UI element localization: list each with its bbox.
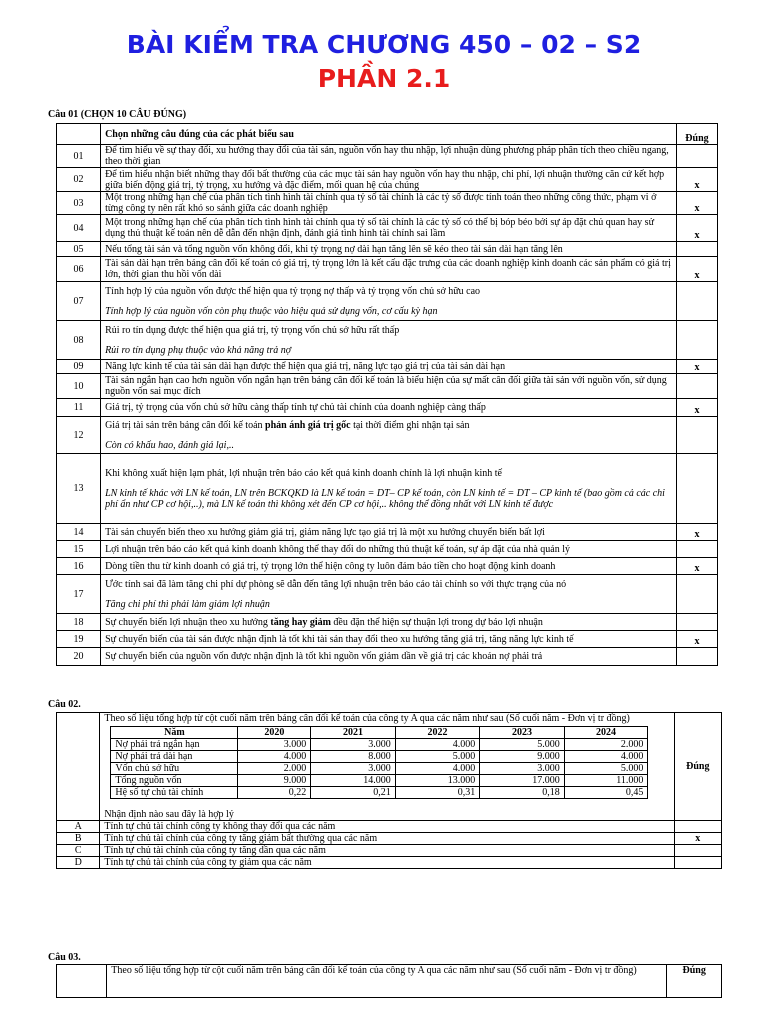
row-number: 10 bbox=[57, 374, 101, 399]
row-number: 09 bbox=[57, 360, 101, 374]
statement-text: Dòng tiền thu từ kinh doanh có giá trị, tỷ trọng lớn thể hiện công ty luôn đảm bảo tiền cho hoạt động kinh doanh bbox=[101, 558, 677, 575]
row-number: 08 bbox=[57, 321, 101, 360]
statement-text: Năng lực kinh tế của tài sản dài hạn được thể hiện qua giá trị, năng lực tạo giá trị của tài sản dài hạn bbox=[101, 360, 677, 374]
statement-cell bbox=[101, 575, 677, 614]
statement-text: Một trong những hạn chế của phân tích tình hình tài chính qua tỷ số tài chính là các tỷ số có thể bị bóp béo bởi sự áp đặt chủ quan hay sử dụng thủ thuật kế toán nên dễ dẫn đến nhận định, đánh giá tình hình tài chính sai lầm bbox=[101, 215, 677, 242]
cell-value: 0,22 bbox=[238, 787, 311, 799]
row-number: 12 bbox=[57, 417, 101, 454]
statement-cell bbox=[101, 321, 677, 360]
answer-mark bbox=[676, 454, 717, 524]
answer-mark bbox=[674, 821, 721, 833]
row-number: 04 bbox=[57, 215, 101, 242]
statement-text-a: Sự chuyển biến lợi nhuận theo xu hướng bbox=[105, 616, 271, 628]
statement-text-bold: tăng hay giảm bbox=[270, 616, 331, 628]
question-2-body bbox=[100, 713, 674, 821]
statement-text-c: đều đặn thể hiện sự thuận lợi trong dự báo lợi nhuận bbox=[330, 616, 543, 628]
header-answer: Đúng bbox=[676, 124, 717, 145]
answer-mark bbox=[676, 374, 717, 399]
statement-text: Tài sản chuyển biến theo xu hướng giảm giá trị, giảm năng lực tạo giá trị là một xu hướng chuyển biến bất lợi bbox=[101, 524, 677, 541]
question-2-table bbox=[56, 712, 722, 869]
answer-mark: x bbox=[676, 257, 717, 282]
cell-value: 4.000 bbox=[395, 739, 479, 751]
option-letter: D bbox=[57, 857, 100, 869]
cell-value: 4.000 bbox=[564, 751, 648, 763]
row-number: 05 bbox=[57, 242, 101, 257]
answer-mark: x bbox=[674, 833, 721, 845]
col-header: 2023 bbox=[480, 727, 564, 739]
col-header: 2020 bbox=[238, 727, 311, 739]
cell-value: 4.000 bbox=[395, 763, 479, 775]
cell-value: 9.000 bbox=[238, 775, 311, 787]
statement-text: Tính hợp lý của nguồn vốn được thể hiện qua tỷ trọng nợ thấp và tỷ trọng vốn chủ sở hữu cao bbox=[105, 285, 481, 297]
cell-value: 5.000 bbox=[564, 763, 648, 775]
row-number: 01 bbox=[57, 145, 101, 168]
option-letter: C bbox=[57, 845, 100, 857]
page-subtitle: PHẦN 2.1 bbox=[317, 64, 451, 93]
statement-text: Sự chuyển biến của tài sản được nhận định là tốt khi tài sản thay đổi theo xu hướng tăng giá trị, tăng năng lực kinh tế bbox=[101, 631, 677, 648]
question-1-label: Câu 01 (CHỌN 10 CÂU ĐÚNG) bbox=[48, 109, 187, 120]
answer-mark bbox=[676, 648, 717, 666]
option-text: Tính tự chủ tài chính của công ty giảm qua các năm bbox=[100, 857, 674, 869]
statement-note: Tính hợp lý của nguồn vốn còn phụ thuộc vào hiệu quả sử dụng vốn, cơ cấu kỳ hạn bbox=[105, 305, 438, 317]
option-text: Tính tự chủ tài chính của công ty tăng giảm bất thường qua các năm bbox=[100, 833, 674, 845]
row-number: 03 bbox=[57, 192, 101, 215]
statement-text-bold: phản ánh giá trị gốc bbox=[265, 419, 351, 431]
row-label: Tổng nguồn vốn bbox=[111, 775, 238, 787]
row-number: 06 bbox=[57, 257, 101, 282]
cell-value: 5.000 bbox=[395, 751, 479, 763]
question-2-intro: Theo số liệu tổng hợp từ cột cuối năm trên bảng cân đối kế toán của công ty A qua các năm như sau (Số cuối năm - Đơn vị tr đồng) bbox=[104, 713, 630, 724]
page-title: BÀI KIỂM TRA CHƯƠNG 450 – 02 – S2 bbox=[126, 30, 642, 59]
cell-value: 3.000 bbox=[238, 739, 311, 751]
cell-value: 0,31 bbox=[395, 787, 479, 799]
cell-value: 2.000 bbox=[238, 763, 311, 775]
question-3-intro: Theo số liệu tổng hợp từ cột cuối năm trên bảng cân đối kế toán của công ty A qua các năm như sau (Số cuối năm - Đơn vị tr đồng) bbox=[107, 965, 667, 998]
statement-text: Ước tính sai đã làm tăng chi phí dự phòng sẽ dẫn đến tăng lợi nhuận trên báo cáo tài chính so với thực trạng của nó bbox=[105, 578, 567, 590]
col-header: 2024 bbox=[564, 727, 648, 739]
cell-value: 5.000 bbox=[480, 739, 564, 751]
answer-mark bbox=[676, 417, 717, 454]
answer-mark bbox=[676, 575, 717, 614]
cell-value: 8.000 bbox=[311, 751, 395, 763]
row-number: 16 bbox=[57, 558, 101, 575]
answer-mark: x bbox=[676, 558, 717, 575]
statement-note: Rủi ro tín dụng phụ thuộc vào khả năng trả nợ bbox=[105, 344, 292, 356]
answer-mark: x bbox=[676, 631, 717, 648]
statement-cell bbox=[101, 454, 677, 524]
statement-text: Rủi ro tín dụng được thể hiện qua giá trị, tỷ trọng vốn chủ sở hữu rất thấp bbox=[105, 324, 400, 336]
blank-cell bbox=[57, 713, 100, 821]
row-number: 13 bbox=[57, 454, 101, 524]
question-2-label: Câu 02. bbox=[48, 699, 81, 710]
answer-mark: x bbox=[676, 215, 717, 242]
statement-text: Giá trị, tỷ trọng của vốn chủ sở hữu càng thấp tính tự chủ tài chính của doanh nghiệp càng thấp bbox=[101, 399, 677, 417]
question-2-prompt: Nhận định nào sau đây là hợp lý bbox=[104, 809, 234, 820]
row-number: 07 bbox=[57, 282, 101, 321]
answer-mark bbox=[676, 145, 717, 168]
row-number: 02 bbox=[57, 168, 101, 192]
cell-value: 3.000 bbox=[480, 763, 564, 775]
statement-text: Sự chuyển biến của nguồn vốn được nhận định là tốt khi nguồn vốn giảm dần về giá trị các khoản nợ phải trả bbox=[101, 648, 677, 666]
row-number: 17 bbox=[57, 575, 101, 614]
answer-mark bbox=[674, 857, 721, 869]
statement-text: Để tìm hiểu về sự thay đổi, xu hướng thay đổi của tài sản, nguồn vốn hay thu nhập, lợi nhuận dùng phương pháp phân tích theo chiều ngang, theo thời gian bbox=[101, 145, 677, 168]
question-3-table bbox=[56, 964, 722, 998]
statement-cell bbox=[101, 282, 677, 321]
statement-text: Khi không xuất hiện lạm phát, lợi nhuận trên báo cáo kết quả kinh doanh chính là lợi nhuận kinh tế bbox=[105, 467, 502, 479]
row-number: 15 bbox=[57, 541, 101, 558]
cell-value: 9.000 bbox=[480, 751, 564, 763]
row-label: Hệ số tự chủ tài chính bbox=[111, 787, 238, 799]
statement-text: Lợi nhuận trên báo cáo kết quả kinh doanh không thể thay đổi do những thủ thuật kế toán, sự áp đặt của nhà quản lý bbox=[101, 541, 677, 558]
col-header: 2022 bbox=[395, 727, 479, 739]
statement-text: Để tìm hiểu nhận biết những thay đổi bất thường của các mục tài sản hay nguồn vốn hay thu nhập, chi phí, lợi nhuận thường căn cứ kết hợp giữa biến động giá trị, tỷ trọng, xu hướng và đặc điểm, mối quan hệ của chúng bbox=[101, 168, 677, 192]
statement-text: Nếu tổng tài sản và tổng nguồn vốn không đổi, khi tỷ trọng nợ dài hạn tăng lên sẽ kéo theo tài sản dài hạn tăng lên bbox=[101, 242, 677, 257]
answer-mark bbox=[676, 242, 717, 257]
answer-mark: x bbox=[676, 524, 717, 541]
option-text: Tính tự chủ tài chính công ty không thay đổi qua các năm bbox=[100, 821, 674, 833]
statement-text-c: tại thời điểm ghi nhận tại sản bbox=[350, 419, 470, 431]
cell-value: 4.000 bbox=[238, 751, 311, 763]
answer-mark bbox=[676, 614, 717, 631]
answer-mark: x bbox=[676, 360, 717, 374]
cell-value: 3.000 bbox=[311, 739, 395, 751]
question-1-table bbox=[56, 123, 718, 666]
cell-value: 0,45 bbox=[564, 787, 648, 799]
statement-text: Một trong những hạn chế của phân tích tình hình tài chính qua tỷ số tài chính là các tỷ số được tính toán theo những công thức, phạm vi ở từng công ty nên rất khó so sánh giữa các doanh nghiệp bbox=[101, 192, 677, 215]
row-number: 19 bbox=[57, 631, 101, 648]
row-label: Nợ phải trả dài hạn bbox=[111, 751, 238, 763]
answer-mark: x bbox=[676, 399, 717, 417]
answer-mark bbox=[676, 282, 717, 321]
statement-text-a: Giá trị tài sản trên bảng cân đối kế toán bbox=[105, 419, 266, 431]
answer-mark bbox=[676, 541, 717, 558]
header-statement: Chọn những câu đúng của các phát biểu sau bbox=[101, 124, 677, 145]
row-number: 11 bbox=[57, 399, 101, 417]
col-header: 2021 bbox=[311, 727, 395, 739]
statement-note: LN kinh tế khác với LN kế toán, LN trên BCKQKD là LN kế toán = DT– CP kế toán, còn LN kinh tế = DT – CP kinh tế (bao gồm cả các chi phí ẩn như CP cơ hội,..), mà LN kế toán thì không xét đến CP cơ hội,.. không thể đồng nhất với LN kinh tế được bbox=[105, 487, 665, 510]
col-header: Năm bbox=[111, 727, 238, 739]
row-number: 18 bbox=[57, 614, 101, 631]
option-letter: B bbox=[57, 833, 100, 845]
answer-mark: x bbox=[676, 192, 717, 215]
cell-value: 13.000 bbox=[395, 775, 479, 787]
statement-text: Tài sản dài hạn trên bảng cân đối kế toán có giá trị, tỷ trọng lớn là kết cấu đặc trưng của các doanh nghiệp kinh doanh các sản phẩm có giá trị lớn, thời gian thu hồi vốn dài bbox=[101, 257, 677, 282]
answer-mark bbox=[676, 321, 717, 360]
blank-cell bbox=[57, 965, 107, 998]
statement-note: Còn có khấu hao, đánh giá lại,.. bbox=[105, 439, 234, 451]
row-number: 20 bbox=[57, 648, 101, 666]
statement-cell bbox=[101, 614, 677, 631]
row-number: 14 bbox=[57, 524, 101, 541]
question-3-label: Câu 03. bbox=[48, 952, 81, 963]
cell-value: 3.000 bbox=[311, 763, 395, 775]
answer-mark: x bbox=[676, 168, 717, 192]
answer-mark bbox=[674, 845, 721, 857]
cell-value: 11.000 bbox=[564, 775, 648, 787]
header-blank-cell bbox=[57, 124, 101, 145]
cell-value: 0,18 bbox=[480, 787, 564, 799]
financial-table bbox=[110, 726, 648, 799]
cell-value: 14.000 bbox=[311, 775, 395, 787]
row-label: Vốn chủ sở hữu bbox=[111, 763, 238, 775]
option-text: Tính tự chủ tài chính của công ty tăng dần qua các năm bbox=[100, 845, 674, 857]
option-letter: A bbox=[57, 821, 100, 833]
statement-text: Tài sản ngắn hạn cao hơn nguồn vốn ngắn hạn trên bảng cân đối kế toán là biểu hiện của sự mất cân đối giữa tài sản với nguồn vốn, sử dụng nguồn vốn sai mục đích bbox=[101, 374, 677, 399]
statement-note: Tăng chi phí thì phải làm giảm lợi nhuận bbox=[105, 598, 270, 610]
cell-value: 2.000 bbox=[564, 739, 648, 751]
cell-value: 0,21 bbox=[311, 787, 395, 799]
header-answer: Đúng bbox=[667, 965, 722, 998]
row-label: Nợ phải trả ngắn hạn bbox=[111, 739, 238, 751]
header-answer: Đúng bbox=[674, 713, 721, 821]
cell-value: 17.000 bbox=[480, 775, 564, 787]
statement-cell bbox=[101, 417, 677, 454]
